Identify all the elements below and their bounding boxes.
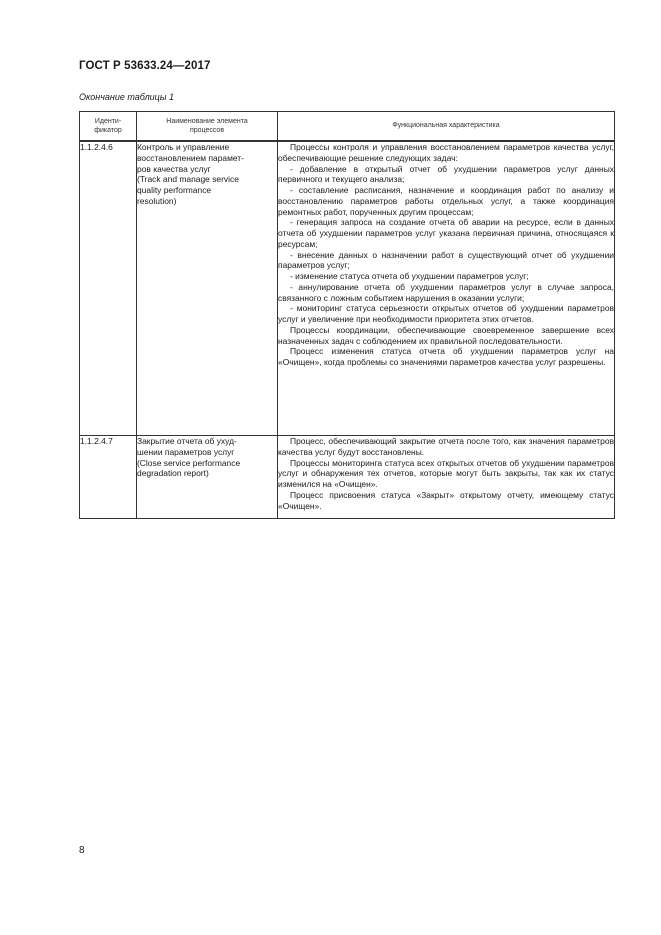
header-element-name-line2: процессов	[189, 127, 225, 134]
name-line: resolution)	[137, 195, 177, 206]
row-element-name	[137, 436, 278, 519]
row-element-name	[137, 141, 278, 436]
header-identifier-line1: Иденти-	[94, 117, 122, 125]
row-functional-characteristic	[278, 141, 615, 436]
name-line: восстановлением парамет-	[137, 152, 244, 163]
func-paragraph: Процессы координации, обеспечивающие своевременное завершение всех назначенных задач с соблюдением их правильной последовательности.	[278, 324, 614, 346]
func-paragraph: - аннулирование отчета об ухудшении параметров услуг в случае запроса, связанного с ложным событием нарушения в оказании услуги;	[278, 281, 614, 303]
process-table	[79, 111, 615, 519]
header-element-name	[137, 112, 278, 142]
name-line: (Close service performance	[137, 457, 241, 468]
name-line: шении параметров услуг	[137, 446, 235, 457]
func-paragraph: Процесс присвоения статуса «Закрыт» открытому отчету, имеющему статус «Очищен».	[278, 489, 614, 511]
func-paragraph: - мониторинг статуса серьезности открытых отчетов об ухудшении параметров услуг и увеличение при необходимости приоритета этих отчетов.	[278, 303, 614, 324]
func-paragraph: - изменение статуса отчета об ухудшении параметров услуг;	[290, 271, 529, 281]
name-line: ров качества услуг	[137, 163, 211, 174]
row-functional-characteristic	[278, 436, 615, 519]
func-paragraph: - составление расписания, назначение и координация работ по анализу и восстановлению параметров работы отдельных услуг, а также координация ремонтных работ, порученных другим процессам;	[278, 185, 614, 217]
header-functional-characteristic	[278, 112, 615, 142]
func-paragraph: - добавление в открытый отчет об ухудшении параметров услуг данных первичного и текущего анализа;	[278, 163, 614, 185]
table-row	[80, 141, 615, 436]
name-line: Контроль и управление	[137, 142, 230, 152]
header-element-name-line1: Наименование элемента	[166, 117, 248, 125]
table-header-row	[80, 112, 615, 142]
row-identifier: 1.1.2.4.6	[80, 141, 137, 436]
func-paragraph: Процессы мониторинга статуса всех открытых отчетов об ухудшении параметров услуг и обнаружения тех отчетов, которые могут быть закрыты, так как их статус изменился на «Очищен».	[278, 457, 614, 489]
page-number: 8	[79, 845, 85, 856]
func-paragraph: Процесс изменения статуса отчета об ухудшении параметров услуг на «Очищен», когда проблемы со значениями параметров качества услуг разрешены.	[278, 346, 614, 367]
func-paragraph: - внесение данных о назначении работ в существующий отчет об ухудшении параметров услуг;	[278, 249, 614, 271]
func-paragraph: Процессы контроля и управления восстановлением параметров качества услуг, обеспечивающие решение следующих задач:	[278, 142, 614, 163]
header-identifier-line2: фикатор	[94, 127, 122, 134]
name-line: Закрытие отчета об ухуд-	[137, 436, 237, 446]
header-functional-characteristic-label: Функциональная характеристика	[392, 122, 500, 130]
name-line: quality performance	[137, 185, 212, 195]
func-paragraph: - генерация запроса на создание отчета об аварии на ресурсе, если в данных отчета об ухудшении параметров услуг указана первичная причина, относящаяся к ресурсам;	[278, 217, 614, 249]
table-row	[80, 436, 615, 519]
name-line: degradation report)	[137, 468, 209, 479]
document-code: ГОСТ Р 53633.24—2017	[79, 60, 211, 72]
table-caption: Окончание таблицы 1	[79, 92, 174, 102]
func-paragraph: Процесс, обеспечивающий закрытие отчета после того, как значения параметров качества услуг будут восстановлены.	[278, 436, 614, 457]
row-identifier: 1.1.2.4.7	[80, 436, 137, 519]
name-line: (Track and manage service	[137, 174, 239, 185]
header-identifier	[80, 112, 137, 142]
